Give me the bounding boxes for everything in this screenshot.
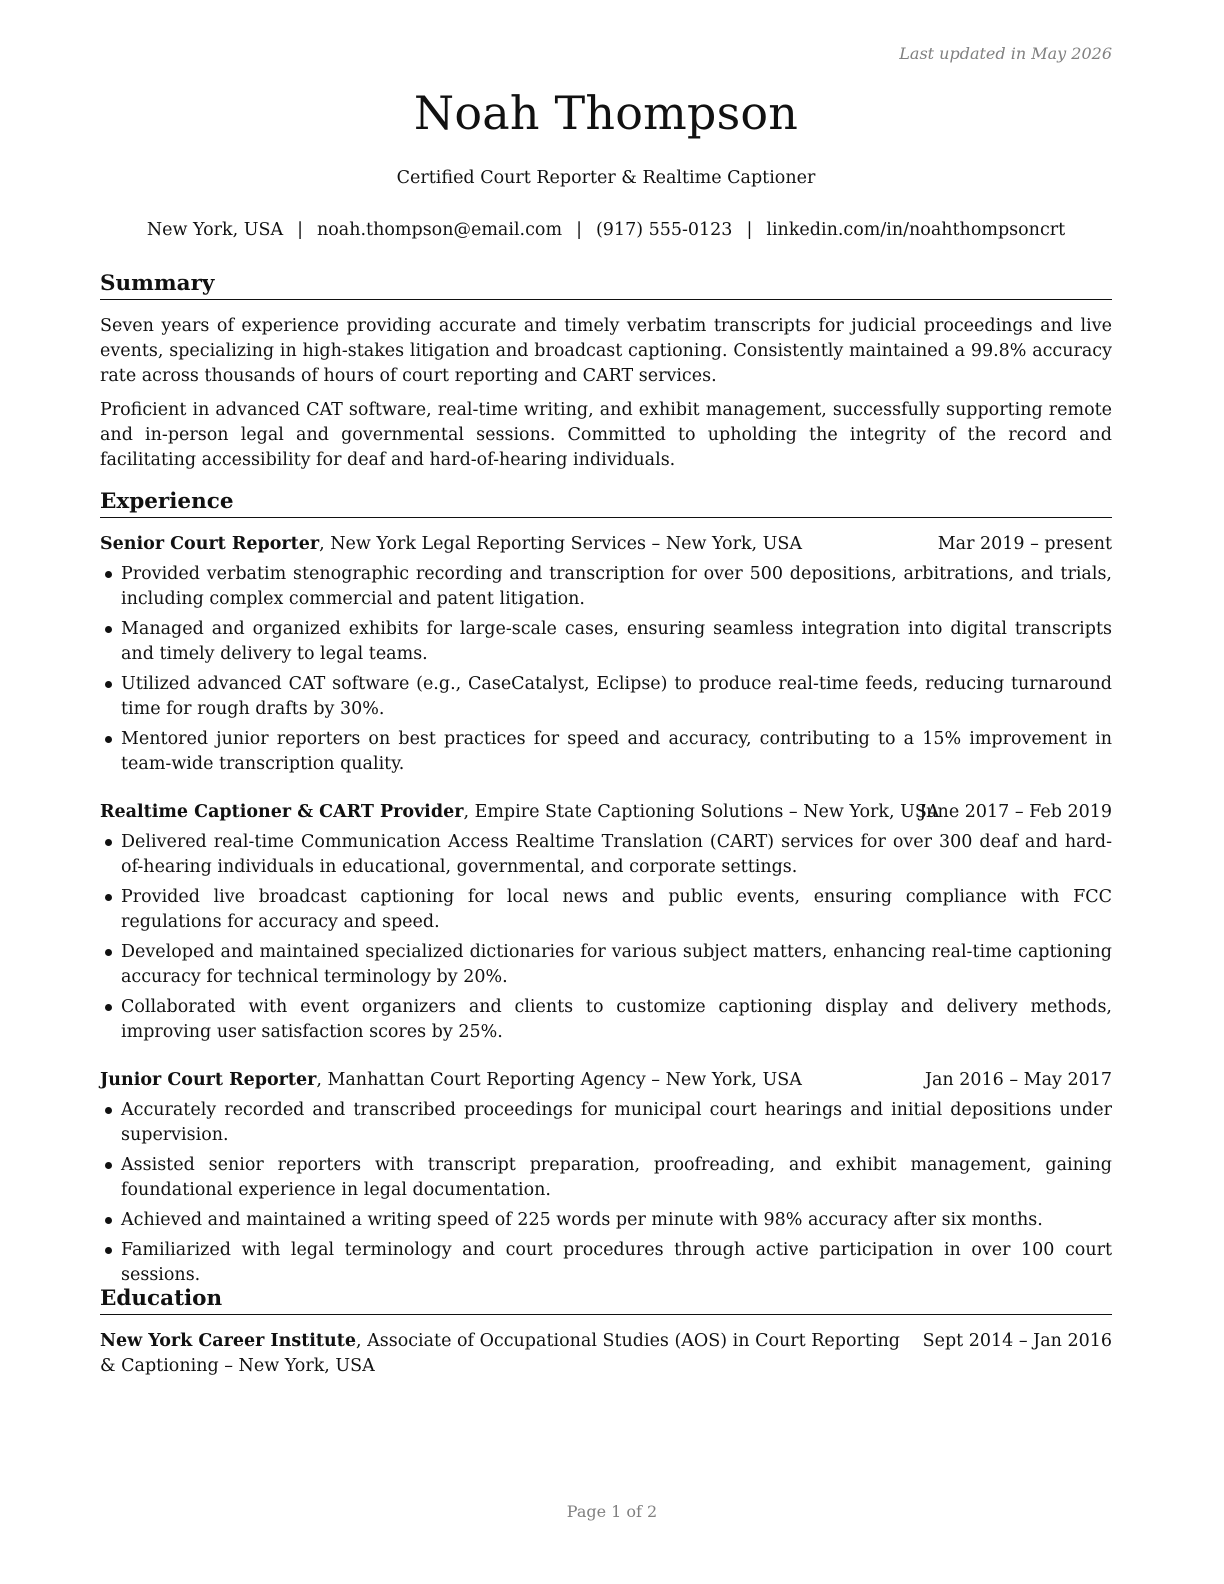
summary-paragraph: Proficient in advanced CAT software, real-time writing, and exhibit management, successfully supporting remote and in-person legal and governmental sessions. Committed to upholding the integrity of the record and facilitating accessibility for deaf and hard-of-hearing individuals.: [100, 400, 1112, 470]
bullet-icon: [105, 894, 112, 901]
bullet-item: [100, 1208, 1112, 1233]
job-company: , Empire State Captioning Solutions – New York, USA: [463, 802, 940, 822]
bullet-text: Achieved and maintained a writing speed of 225 words per minute with 98% accuracy after six months.: [121, 1210, 1043, 1230]
bullet-text: Provided live broadcast captioning for local news and public events, ensuring compliance with FCC regulations for accuracy and speed.: [121, 887, 1112, 932]
bullet-text: Mentored junior reporters on best practices for speed and accuracy, contributing to a 15% improvement in team-wide transcription quality.: [121, 729, 1112, 774]
contact-separator: |: [746, 220, 753, 240]
bullet-text: Accurately recorded and transcribed proceedings for municipal court hearings and initial depositions under supervision.: [121, 1100, 1112, 1145]
contact-separator: |: [576, 220, 582, 240]
education-dates: Sept 2014 – Jan 2016: [922, 1331, 1112, 1351]
bullet-icon: [105, 839, 112, 846]
job-bullets: [100, 830, 1112, 1050]
bullet-item: [100, 562, 1112, 612]
bullet-item: [100, 617, 1112, 667]
bullet-text: Managed and organized exhibits for large-scale cases, ensuring seamless integration into digital transcripts and timely delivery to legal teams.: [121, 619, 1112, 664]
contact-email[interactable]: noah.thompson@email.com: [316, 220, 563, 240]
bullet-icon: [105, 949, 112, 956]
summary-paragraph: Seven years of experience providing accurate and timely verbatim transcripts for judicial proceedings and live events, specializing in high-stakes litigation and broadcast captioning. Consistently maintained a 99.8% accuracy rate across thousands of hours of court reporting and CART services.: [100, 316, 1112, 386]
candidate-name: Noah Thompson: [413, 86, 799, 140]
bullet-icon: [105, 1004, 112, 1011]
bullet-icon: [105, 1217, 112, 1224]
bullet-icon: [105, 681, 112, 688]
bullet-text: Provided verbatim stenographic recording and transcription for over 500 depositions, arbitrations, and trials, including complex commercial and patent litigation.: [121, 564, 1112, 609]
education-degree: , Associate of Occupational Studies (AOS) in Court Reporting & Captioning – New York, USA: [100, 1331, 900, 1376]
job-dates: Mar 2019 – present: [937, 534, 1112, 554]
candidate-title: Certified Court Reporter & Realtime Captioner: [396, 168, 816, 188]
job-dates: June 2017 – Feb 2019: [919, 802, 1112, 822]
page-number: Page 1 of 2: [566, 1502, 658, 1521]
bullet-icon: [105, 736, 112, 743]
contact-phone[interactable]: (917) 555-0123: [595, 220, 733, 240]
contact-location: New York, USA: [146, 220, 284, 240]
job-dates: Jan 2016 – May 2017: [924, 1070, 1112, 1090]
bullet-item: [100, 830, 1112, 880]
bullet-icon: [105, 626, 112, 633]
job-role: Realtime Captioner & CART Provider: [100, 802, 464, 822]
bullet-item: [100, 995, 1112, 1045]
bullet-text: Utilized advanced CAT software (e.g., CaseCatalyst, Eclipse) to produce real-time feeds, reducing turnaround time for rough drafts by 30%.: [121, 674, 1112, 719]
job-role: Junior Court Reporter: [100, 1070, 317, 1090]
education-text: [100, 1329, 900, 1379]
bullet-icon: [105, 1162, 112, 1169]
last-updated: Last updated in May 2026: [899, 44, 1112, 63]
contact-line: [100, 220, 1112, 240]
bullet-text: Developed and maintained specialized dictionaries for various subject matters, enhancing real-time captioning accuracy for technical terminology by 20%.: [121, 942, 1112, 987]
bullet-text: Delivered real-time Communication Access Realtime Translation (CART) services for over 300 deaf and hard-of-hearing individuals in educational, governmental, and corporate settings.: [121, 832, 1112, 877]
bullet-text: Assisted senior reporters with transcript preparation, proofreading, and exhibit management, gaining foundational experience in legal documentation.: [121, 1155, 1112, 1200]
bullet-item: [100, 1098, 1112, 1148]
bullet-text: Familiarized with legal terminology and court procedures through active participation in over 100 court sessions.: [121, 1240, 1112, 1285]
bullet-item: [100, 1238, 1112, 1288]
job-company: , Manhattan Court Reporting Agency – New York, USA: [316, 1070, 802, 1090]
bullet-item: [100, 672, 1112, 722]
bullet-icon: [105, 1247, 112, 1254]
bullet-item: [100, 885, 1112, 935]
bullet-icon: [105, 1107, 112, 1114]
job-bullets: [100, 562, 1112, 782]
job-company: , New York Legal Reporting Services – New York, USA: [319, 534, 803, 554]
education-entry: [100, 1329, 1112, 1379]
job-role: Senior Court Reporter: [100, 534, 320, 554]
bullet-item: [100, 1153, 1112, 1203]
bullet-icon: [105, 571, 112, 578]
bullet-text: Collaborated with event organizers and clients to customize captioning display and delivery methods, improving user satisfaction scores by 25%.: [121, 997, 1112, 1042]
education-institution: New York Career Institute: [100, 1331, 356, 1351]
experience-heading: Experience: [100, 489, 1112, 518]
bullet-item: [100, 727, 1112, 777]
summary-heading: Summary: [100, 271, 1112, 300]
education-heading: Education: [100, 1286, 1112, 1315]
job-bullets: [100, 1098, 1112, 1293]
contact-separator: |: [297, 220, 303, 240]
bullet-item: [100, 940, 1112, 990]
contact-linkedin[interactable]: linkedin.com/in/noahthompsoncrt: [766, 220, 1066, 240]
